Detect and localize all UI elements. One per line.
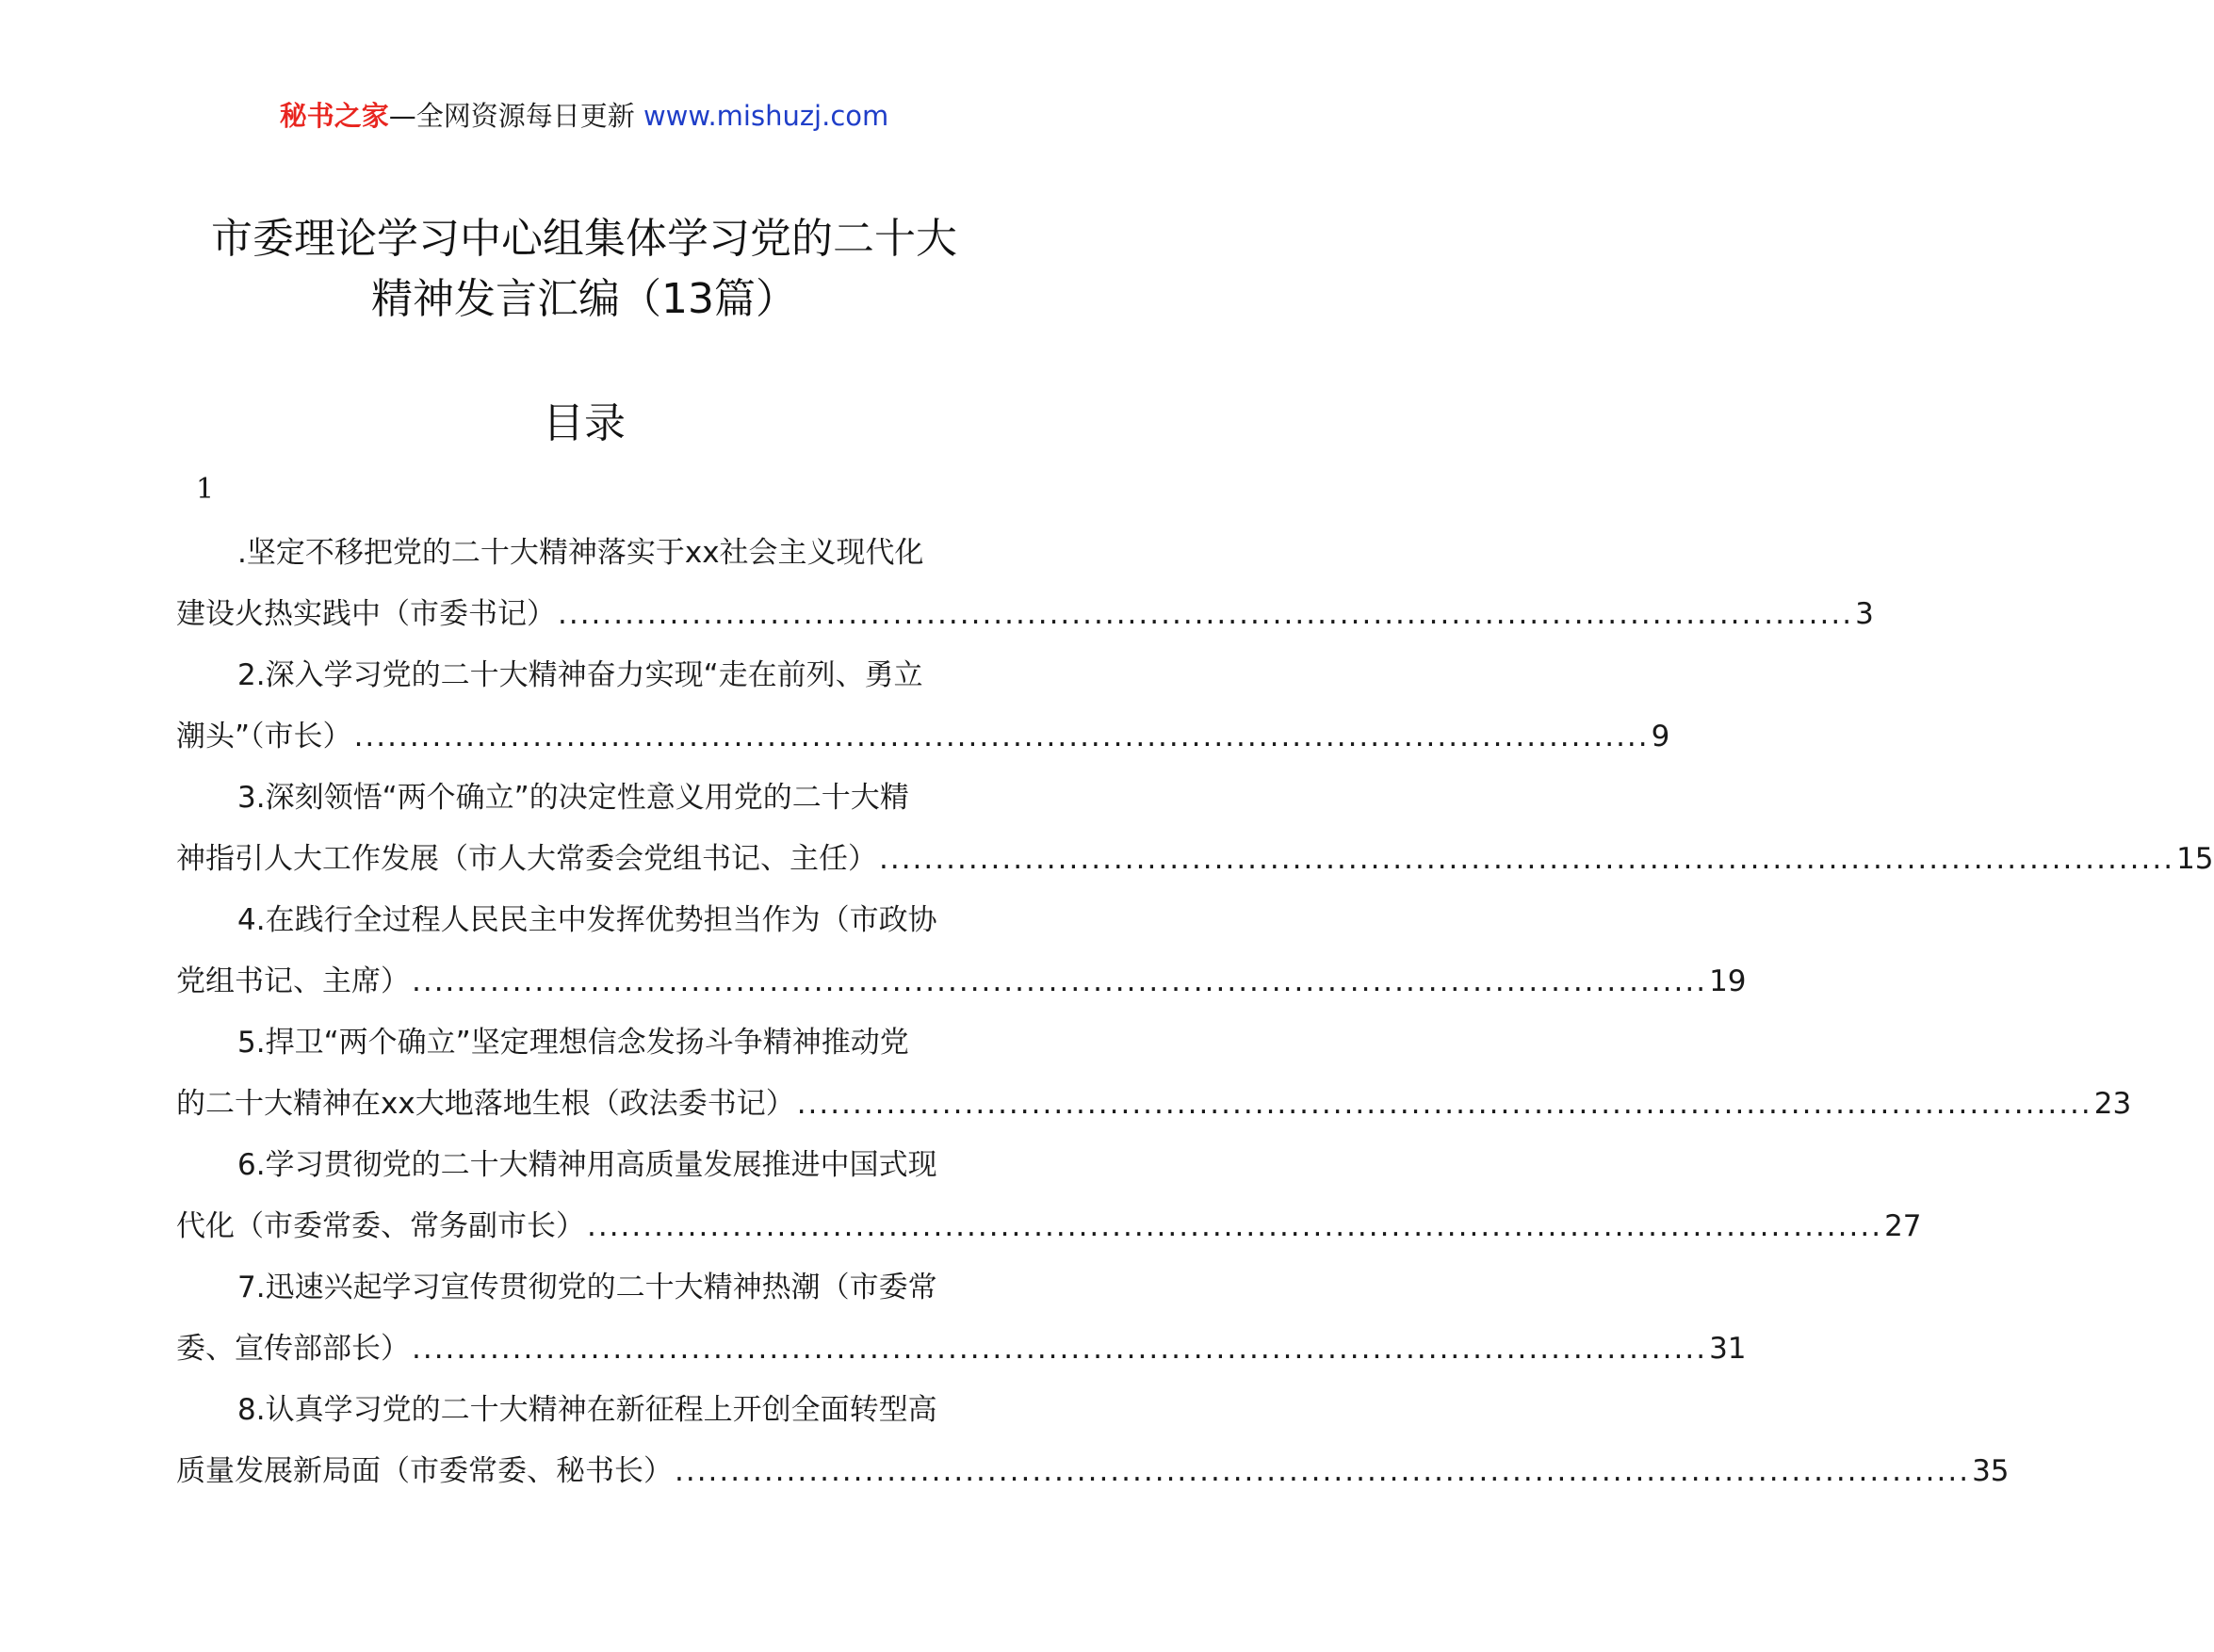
toc-page-number: 9 — [1651, 720, 1670, 753]
toc-entry-title-line-1: 4.在践行全过程人民民主中发挥优势担当作为（市政协 — [237, 903, 937, 937]
dot-leader: .................................................................................................................... — [587, 1209, 1883, 1243]
toc-entry-title-line-1: 2.深入学习党的二十大精神奋力实现“走在前列、勇立 — [237, 658, 923, 692]
toc-page-number: 27 — [1884, 1209, 1922, 1243]
toc-entry-title-line-2: 委、宣传部部长） — [176, 1332, 410, 1366]
toc-entry[interactable] — [176, 645, 1670, 768]
site-header — [0, 97, 1168, 135]
document-title — [0, 209, 1168, 330]
dot-leader: .................................................................................................................... — [353, 720, 1650, 753]
dot-leader: .................................................................................................................... — [412, 964, 1708, 998]
toc-entry-title-line-1: 7.迅速兴起学习宣传贯彻党的二十大精神热潮（市委常 — [237, 1271, 937, 1304]
header-tagline: —全网资源每日更新 — [388, 100, 635, 132]
dot-leader: .................................................................................................................... — [412, 1332, 1708, 1366]
title-line-1: 市委理论学习中心组集体学习党的二十大 — [211, 215, 957, 263]
dot-leader: .................................................................................................................... — [796, 1087, 2092, 1121]
brand-name: 秘书之家 — [279, 100, 389, 132]
toc-entry-title-line-2: 的二十大精神在xx大地落地生根（政法委书记） — [176, 1087, 795, 1121]
dot-leader: .................................................................................................................... — [558, 597, 1854, 631]
toc-entry-title-line-2: 代化（市委常委、常务副市长） — [176, 1209, 585, 1243]
toc-page-number: 19 — [1709, 964, 1747, 998]
dot-leader: .................................................................................................................... — [675, 1454, 1971, 1488]
toc-entry-title-line-1: 3.深刻领悟“两个确立”的决定性意义用党的二十大精 — [237, 781, 909, 815]
table-of-contents — [176, 523, 2214, 1502]
toc-entry-title-line-2: 建设火热实践中（市委书记） — [176, 597, 556, 631]
dot-leader: .................................................................................................................... — [879, 842, 2175, 876]
toc-entry[interactable] — [176, 523, 1874, 645]
title-line-2: 精神发言汇编（13篇） — [371, 275, 797, 323]
toc-entry-title-line-2: 神指引人大工作发展（市人大常委会党组书记、主任） — [176, 842, 877, 876]
toc-entry[interactable] — [176, 1380, 2010, 1502]
toc-entry[interactable] — [176, 890, 1747, 1012]
toc-entry-title-line-1: .坚定不移把党的二十大精神落实于xx社会主义现代化 — [237, 536, 924, 570]
toc-entry[interactable] — [176, 1012, 2132, 1135]
toc-entry[interactable] — [176, 1135, 1922, 1257]
site-url-link[interactable]: www.mishuzj.com — [643, 100, 889, 132]
toc-entry-title-line-1: 5.捍卫“两个确立”坚定理想信念发扬斗争精神推动党 — [237, 1026, 909, 1060]
toc-entry-title-line-1: 6.学习贯彻党的二十大精神用高质量发展推进中国式现 — [237, 1148, 937, 1182]
toc-entry-title-line-2: 质量发展新局面（市委常委、秘书长） — [176, 1454, 673, 1488]
toc-entry-title-line-2: 党组书记、主席） — [176, 964, 410, 998]
toc-entry-title-line-1: 8.认真学习党的二十大精神在新征程上开创全面转型高 — [237, 1393, 937, 1427]
toc-entry-title-line-2: 潮头”（市长） — [176, 720, 352, 753]
toc-page-number: 35 — [1972, 1454, 2010, 1488]
toc-entry[interactable] — [176, 1257, 1747, 1380]
toc-page-number: 3 — [1855, 597, 1874, 631]
toc-page-number: 15 — [2176, 842, 2214, 876]
toc-page-number: 31 — [1709, 1332, 1747, 1366]
toc-entry[interactable] — [176, 768, 2214, 890]
toc-page-number: 23 — [2093, 1087, 2132, 1121]
toc-stray-number: 1 — [196, 473, 215, 506]
toc-heading: 目录 — [543, 399, 626, 447]
